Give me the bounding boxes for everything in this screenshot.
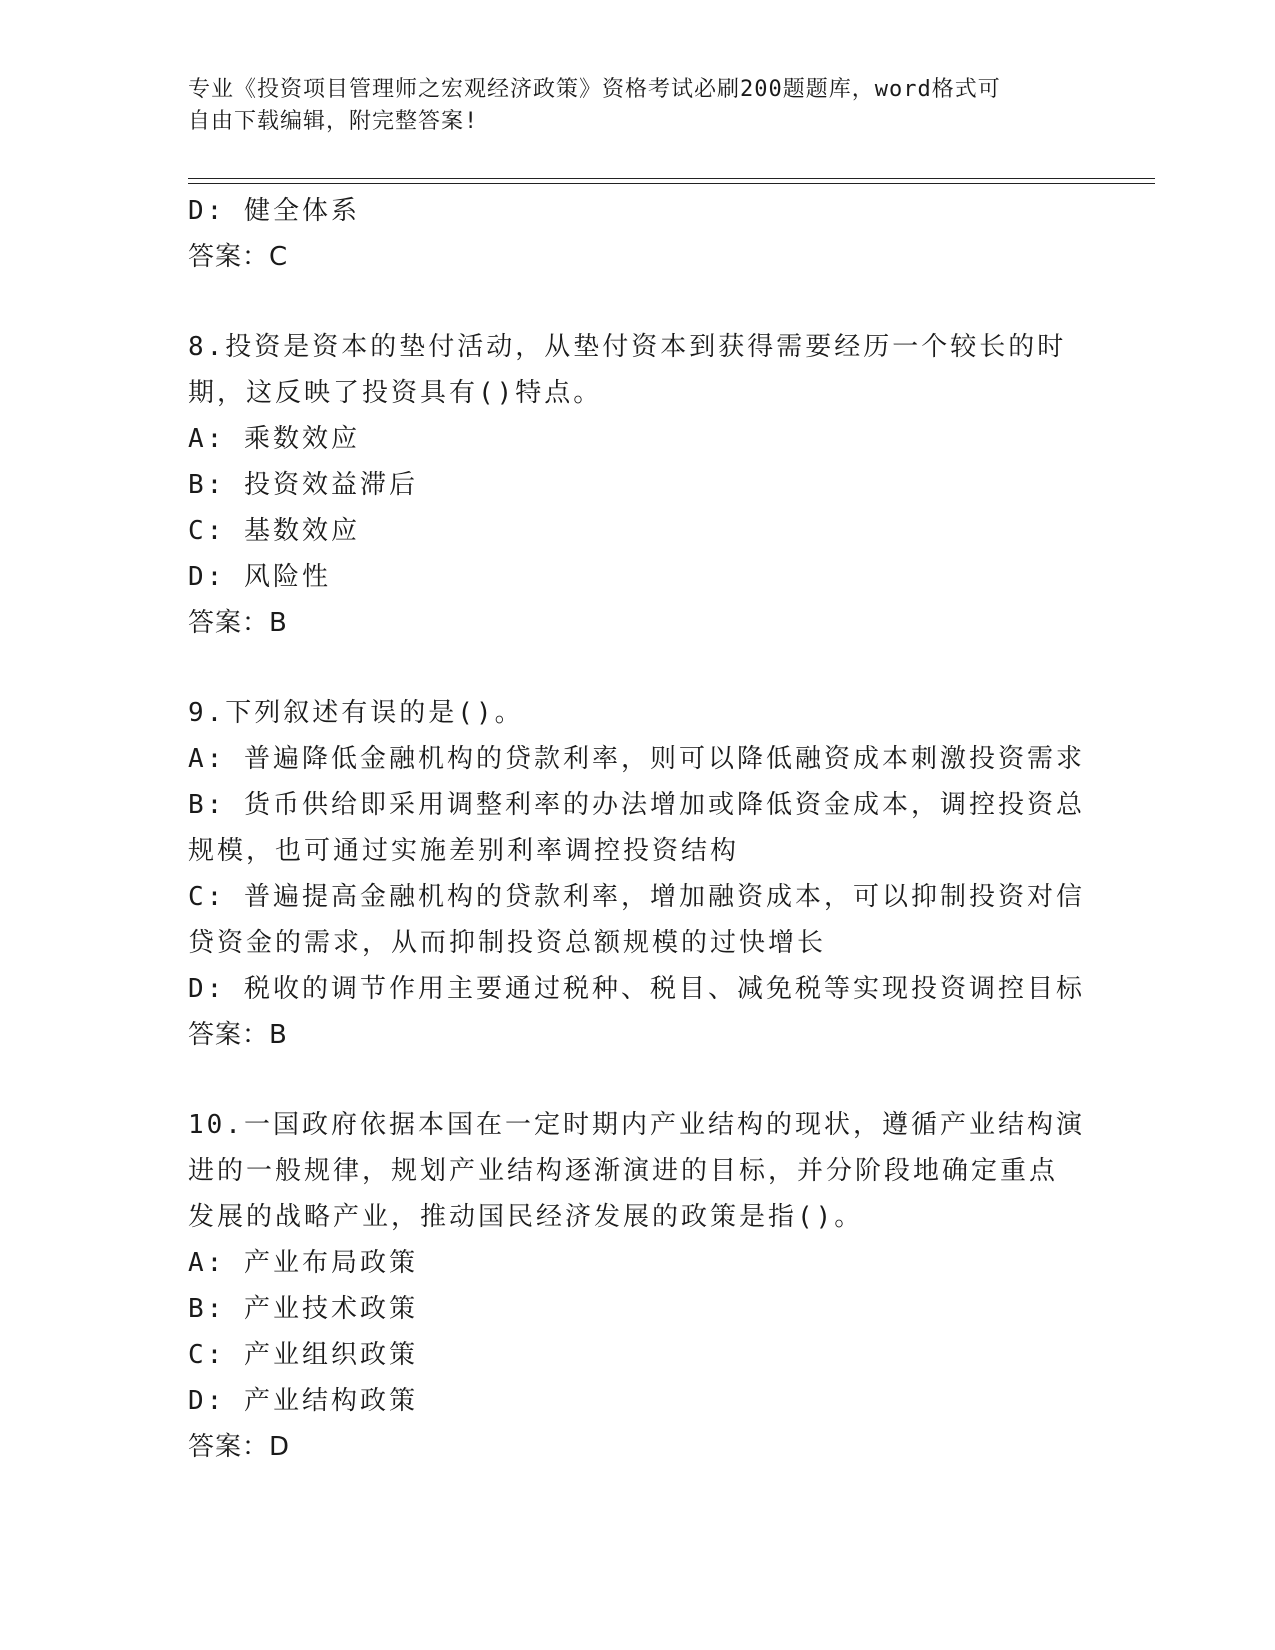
option-c: C: 产业组织政策: [188, 1340, 418, 1370]
option-a: A: 普遍降低金融机构的贷款利率，则可以降低融资成本刺激投资需求: [188, 744, 1085, 774]
option-d: D: 产业结构政策: [188, 1386, 418, 1416]
question-8: [188, 324, 1088, 646]
option-b: B: 产业技术政策: [188, 1294, 418, 1324]
answer-label: 答案：: [188, 608, 270, 638]
answer-value: B: [269, 608, 288, 638]
answer-value: C: [269, 242, 289, 272]
option-a: A: 产业布局政策: [188, 1248, 418, 1278]
question-10-text: [188, 1102, 1088, 1240]
question-text-line: 进的一般规律，规划产业结构逐渐演进的目标，并分阶段地确定重点: [188, 1156, 1059, 1186]
option-c-continued: 贷资金的需求，从而抑制投资总额规模的过快增长: [188, 928, 827, 958]
answer-value: B: [269, 1020, 288, 1050]
question-9-text: [188, 690, 1088, 736]
option-d: D: 税收的调节作用主要通过税种、税目、减免税等实现投资调控目标: [188, 974, 1085, 1004]
question-text-line: 8.投资是资本的垫付活动，从垫付资本到获得需要经历一个较长的时: [188, 332, 1067, 362]
answer-label: 答案：: [188, 1432, 270, 1462]
header-title-line-1: 专业《投资项目管理师之宏观经济政策》资格考试必刷200题题库，word格式可: [188, 77, 1001, 102]
option-c: C: 普遍提高金融机构的贷款利率，增加融资成本，可以抑制投资对信: [188, 882, 1085, 912]
option-d: D: 风险性: [188, 562, 331, 592]
question-8-text: [188, 324, 1088, 416]
answer-line: [188, 1424, 1088, 1470]
option-b: B: 投资效益滞后: [188, 470, 418, 500]
page-header: [188, 74, 1068, 138]
answer-label: 答案：: [188, 242, 270, 272]
question-list: [188, 188, 1088, 1470]
answer-label: 答案：: [188, 1020, 270, 1050]
option-b-continued: 规模，也可通过实施差别利率调控投资结构: [188, 836, 740, 866]
question-9: [188, 690, 1088, 1058]
header-title-line-2: 自由下载编辑，附完整答案!: [188, 109, 479, 134]
option-b: B: 货币供给即采用调整利率的办法增加或降低资金成本，调控投资总: [188, 790, 1085, 820]
answer-line: [188, 234, 1088, 280]
header-divider-top: [188, 178, 1155, 179]
question-text-line: 9.下列叙述有误的是()。: [188, 698, 524, 728]
option-c: C: 基数效应: [188, 516, 360, 546]
question-text-line: 期，这反映了投资具有()特点。: [188, 378, 603, 408]
header-divider-bottom: [188, 183, 1155, 184]
question-text-line: 发展的战略产业，推动国民经济发展的政策是指()。: [188, 1202, 864, 1232]
option-d: D: 健全体系: [188, 196, 360, 226]
question-text-line: 10.一国政府依据本国在一定时期内产业结构的现状，遵循产业结构演: [188, 1110, 1085, 1140]
question-10: [188, 1102, 1088, 1470]
answer-line: [188, 600, 1088, 646]
previous-question-tail: [188, 188, 1088, 280]
answer-line: [188, 1012, 1088, 1058]
answer-value: D: [269, 1432, 291, 1462]
option-a: A: 乘数效应: [188, 424, 360, 454]
